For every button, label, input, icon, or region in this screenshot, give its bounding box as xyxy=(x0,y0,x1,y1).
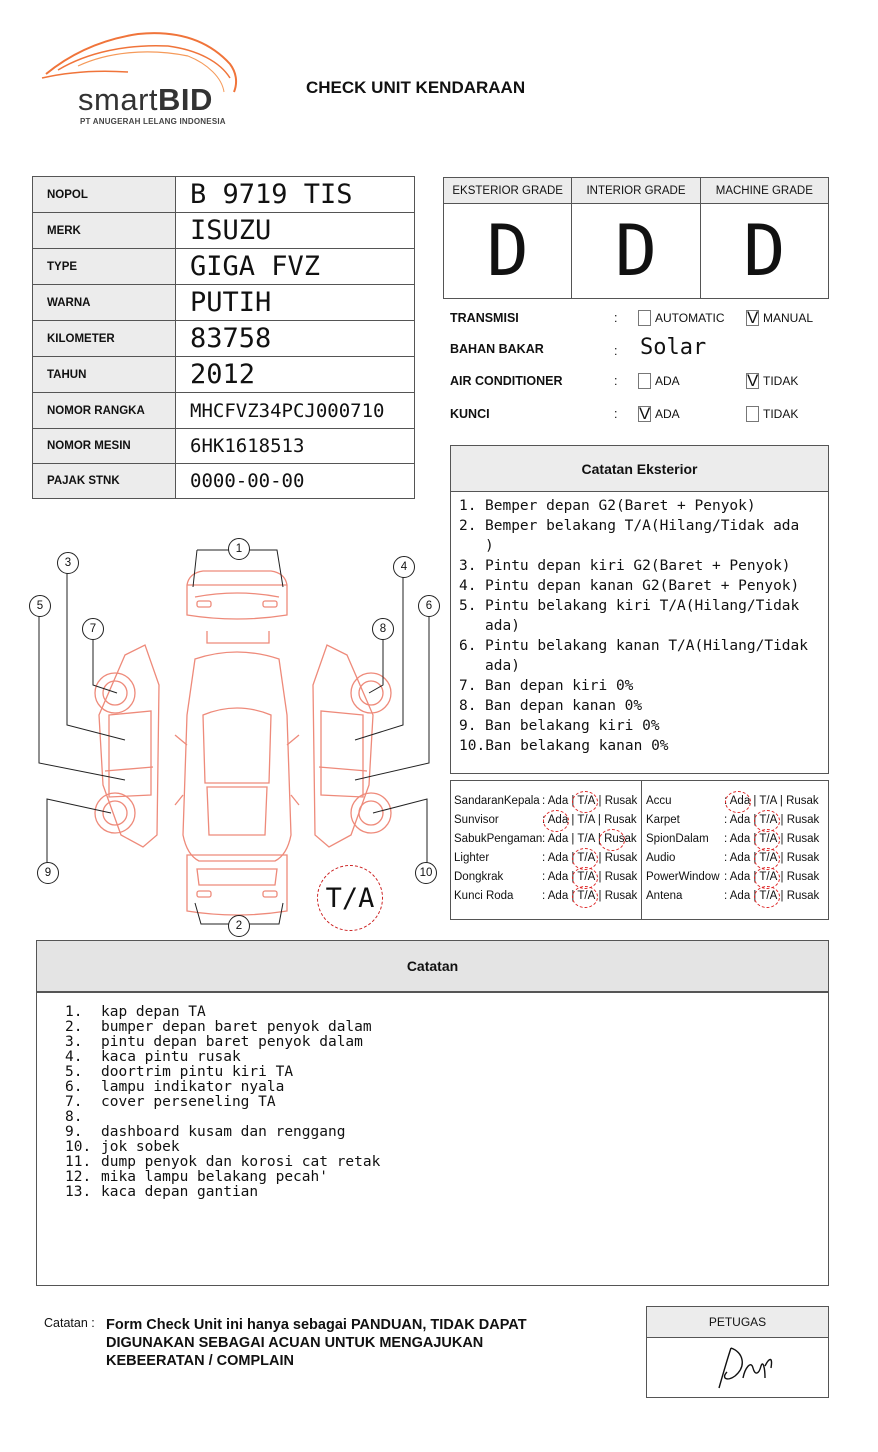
field-value: GIGA FVZ xyxy=(176,249,415,285)
accessory-name: Audio xyxy=(646,852,676,864)
accessory-name: Kunci Roda xyxy=(454,890,514,902)
list-item xyxy=(65,1110,828,1125)
grade-label: INTERIOR GRADE xyxy=(572,178,699,204)
item-text: Pintu belakang kiri T/A(Hilang/Tidak ada) xyxy=(485,598,800,634)
list-item xyxy=(451,696,828,716)
field-label: WARNA xyxy=(33,285,176,321)
callout-1: 1 xyxy=(228,538,250,560)
list-item xyxy=(65,1155,828,1170)
callout-7: 7 xyxy=(82,618,104,640)
grade-label: MACHINE GRADE xyxy=(701,178,828,204)
list-item xyxy=(451,556,828,576)
separator: | xyxy=(594,814,605,826)
item-text: Ban depan kiri 0% xyxy=(485,678,634,694)
exterior-notes-title: Catatan Eksterior xyxy=(451,446,828,492)
accessory-row xyxy=(646,850,831,869)
item-number: 12. xyxy=(65,1169,92,1185)
list-item xyxy=(65,1170,828,1185)
item-number: 1. xyxy=(65,1004,83,1020)
list-item xyxy=(451,596,828,636)
exterior-notes-panel xyxy=(450,445,829,774)
item-number: 2. xyxy=(459,518,477,534)
accessory-option-ada[interactable]: Ada xyxy=(547,814,569,826)
item-text: Ban belakang kanan 0% xyxy=(485,738,669,754)
field-label: NOPOL xyxy=(33,177,176,213)
separator: | xyxy=(776,795,787,807)
checkbox-checked[interactable] xyxy=(638,406,651,422)
colon: : xyxy=(724,871,730,883)
item-number: 6. xyxy=(65,1079,83,1095)
accessory-options xyxy=(724,795,819,807)
separator: | xyxy=(595,795,605,807)
accessory-row xyxy=(454,793,639,812)
option-label: TIDAK xyxy=(763,374,799,388)
list-item xyxy=(451,576,828,596)
item-text: Pintu depan kiri G2(Baret + Penyok) xyxy=(485,558,791,574)
accessory-name: Sunvisor xyxy=(454,814,499,826)
accessory-option-ada[interactable]: Ada xyxy=(547,833,569,845)
item-text: dashboard kusam dan renggang xyxy=(101,1124,346,1140)
table-row xyxy=(33,393,415,429)
disclaimer-text: Form Check Unit ini hanya sebagai PANDUAN, TIDAK DAPAT DIGUNAKAN SEBAGAI ACUAN UNTUK MENGAJUKAN KEBEERATAN / COMPLAIN xyxy=(106,1317,527,1369)
colon: : xyxy=(724,890,730,902)
kunci-row xyxy=(450,404,830,424)
accessory-row xyxy=(454,850,639,869)
accessory-option-ta[interactable]: T/A xyxy=(577,871,596,883)
divider xyxy=(641,781,642,919)
notes-title: Catatan xyxy=(37,941,828,993)
accessory-option-ada[interactable]: Ada xyxy=(729,833,751,845)
field-value: PUTIH xyxy=(176,285,415,321)
spec-label: KUNCI xyxy=(450,407,490,421)
exterior-grade xyxy=(444,178,572,298)
accessory-option-ada[interactable]: Ada xyxy=(729,814,751,826)
item-number: 5. xyxy=(65,1064,83,1080)
separator: | xyxy=(568,795,578,807)
item-number: 8. xyxy=(65,1109,83,1125)
grade-value: D xyxy=(486,210,529,292)
accessory-option-rusak[interactable]: Rusak xyxy=(604,795,638,807)
accessory-option-rusak[interactable]: Rusak xyxy=(604,833,637,845)
accessory-option-rusak[interactable]: Rusak xyxy=(604,814,637,826)
list-item xyxy=(451,736,828,756)
kunci-ada-option[interactable] xyxy=(638,406,680,422)
checkbox[interactable] xyxy=(638,310,651,326)
list-item xyxy=(451,636,828,676)
accessory-options xyxy=(724,852,819,864)
list-item xyxy=(451,496,828,516)
interior-grade xyxy=(572,178,700,298)
separator: | xyxy=(777,814,787,826)
table-row xyxy=(33,249,415,285)
colon: : xyxy=(724,852,730,864)
colon: : xyxy=(724,795,730,807)
item-number: 10. xyxy=(459,738,486,754)
callout-6: 6 xyxy=(418,595,440,617)
checkbox[interactable] xyxy=(638,373,651,389)
officer-signature-box xyxy=(646,1306,829,1398)
accessory-options xyxy=(542,871,637,883)
vehicle-info-table xyxy=(32,176,415,499)
item-text: lampu indikator nyala xyxy=(101,1079,285,1095)
accessory-option-ta[interactable]: T/A xyxy=(577,795,596,807)
item-number: 7. xyxy=(65,1094,83,1110)
field-value: B 9719 TIS xyxy=(176,177,415,213)
colon: : xyxy=(614,374,618,388)
item-text: kaca pintu rusak xyxy=(101,1049,241,1065)
accessory-options xyxy=(542,852,637,864)
grade-value: D xyxy=(743,210,786,292)
item-text: jok sobek xyxy=(101,1139,180,1155)
accessory-row xyxy=(454,831,639,850)
field-label: KILOMETER xyxy=(33,321,176,357)
separator: | xyxy=(595,890,605,902)
separator: | xyxy=(594,833,605,845)
field-label: MERK xyxy=(33,213,176,249)
option-label: AUTOMATIC xyxy=(655,311,725,325)
accessory-option-ta[interactable]: T/A xyxy=(759,795,777,807)
option-label: TIDAK xyxy=(763,407,799,421)
item-text: pintu depan baret penyok dalam xyxy=(101,1034,363,1050)
field-value: 2012 xyxy=(176,357,415,393)
item-text: Bemper belakang T/A(Hilang/Tidak ada ) xyxy=(485,518,800,554)
colon: : xyxy=(542,795,548,807)
separator: | xyxy=(777,833,787,845)
list-item xyxy=(65,1080,828,1095)
colon: : xyxy=(542,890,548,902)
car-damage-diagram xyxy=(25,535,445,940)
item-number: 11. xyxy=(65,1154,92,1170)
accessory-option-ada[interactable]: Ada xyxy=(547,871,569,883)
field-value: 0000-00-00 xyxy=(176,464,415,499)
field-label: TAHUN xyxy=(33,357,176,393)
accessory-option-ada[interactable]: Ada xyxy=(547,890,569,902)
field-label: NOMOR MESIN xyxy=(33,429,176,464)
accessory-name: SandaranKepala xyxy=(454,795,540,807)
accessory-option-ta[interactable]: T/A xyxy=(759,871,778,883)
item-number: 3. xyxy=(65,1034,83,1050)
check-mark-icon: V xyxy=(747,308,759,327)
accessory-option-ta[interactable]: T/A xyxy=(577,890,596,902)
list-item xyxy=(65,1140,828,1155)
ac-row xyxy=(450,371,830,391)
list-item xyxy=(65,1125,828,1140)
colon: : xyxy=(542,871,548,883)
machine-grade xyxy=(701,178,828,298)
checkbox-checked[interactable] xyxy=(746,373,759,389)
callout-4: 4 xyxy=(393,556,415,578)
item-text: Pintu depan kanan G2(Baret + Penyok) xyxy=(485,578,800,594)
ac-tidak-option[interactable] xyxy=(746,373,798,389)
item-text: Pintu belakang kanan T/A(Hilang/Tidak ada) xyxy=(485,638,809,674)
item-number: 7. xyxy=(459,678,477,694)
ac-ada-option[interactable] xyxy=(638,373,680,389)
item-text: dump penyok dan korosi cat retak xyxy=(101,1154,381,1170)
logo-brand-light: smart xyxy=(78,82,158,117)
colon: : xyxy=(724,814,730,826)
item-number: 13. xyxy=(65,1184,92,1200)
accessory-row xyxy=(646,869,831,888)
item-number: 8. xyxy=(459,698,477,714)
list-item xyxy=(65,1020,828,1035)
separator: | xyxy=(750,890,760,902)
accessory-option-ada[interactable]: Ada xyxy=(547,795,569,807)
smartbid-logo xyxy=(38,26,248,136)
field-value: MHCFVZ34PCJ000710 xyxy=(176,393,415,429)
bahan-bakar-row xyxy=(450,335,830,360)
table-row xyxy=(33,321,415,357)
accessory-option-ta[interactable]: T/A xyxy=(759,852,778,864)
item-text: doortrim pintu kiri TA xyxy=(101,1064,294,1080)
item-text: kaca depan gantian xyxy=(101,1184,259,1200)
separator: | xyxy=(777,890,787,902)
list-item xyxy=(451,716,828,736)
accessory-option-ta[interactable]: T/A xyxy=(577,814,595,826)
page-title: CHECK UNIT KENDARAAN xyxy=(306,78,526,97)
item-number: 4. xyxy=(65,1049,83,1065)
spec-label: AIR CONDITIONER xyxy=(450,374,563,388)
check-mark-icon: V xyxy=(639,404,651,423)
option-label: ADA xyxy=(655,374,680,388)
item-number: 4. xyxy=(459,578,477,594)
logo-brand-bold: BID xyxy=(158,82,213,117)
separator: | xyxy=(568,852,578,864)
accessory-row xyxy=(454,888,639,907)
accessory-option-ada[interactable]: Ada xyxy=(729,795,751,807)
accessory-options xyxy=(724,814,819,826)
officer-label: PETUGAS xyxy=(647,1307,828,1338)
accessory-row xyxy=(646,793,831,812)
accessory-name: Dongkrak xyxy=(454,871,504,883)
accessory-option-rusak[interactable]: Rusak xyxy=(786,814,820,826)
item-number: 5. xyxy=(459,598,477,614)
accessory-options xyxy=(542,890,637,902)
separator: | xyxy=(750,852,760,864)
callout-8: 8 xyxy=(372,618,394,640)
field-label: NOMOR RANGKA xyxy=(33,393,176,429)
separator: | xyxy=(595,852,605,864)
colon: : xyxy=(542,814,548,826)
accessory-row xyxy=(454,869,639,888)
grade-label: EKSTERIOR GRADE xyxy=(444,178,571,204)
item-text: bumper depan baret penyok dalam xyxy=(101,1019,372,1035)
list-item xyxy=(65,1035,828,1050)
accessory-option-rusak[interactable]: Rusak xyxy=(786,890,820,902)
accessory-name: SpionDalam xyxy=(646,833,709,845)
item-text: Ban belakang kiri 0% xyxy=(485,718,660,734)
accessory-option-ada[interactable]: Ada xyxy=(547,852,569,864)
colon: : xyxy=(542,833,548,845)
separator: | xyxy=(750,833,760,845)
accessory-name: Karpet xyxy=(646,814,680,826)
separator: | xyxy=(568,814,578,826)
accessory-option-rusak[interactable]: Rusak xyxy=(604,852,638,864)
accessory-row xyxy=(646,831,831,850)
logo-company: PT ANUGERAH LELANG INDONESIA xyxy=(80,117,226,126)
list-item xyxy=(65,1050,828,1065)
accessory-name: SabukPengaman xyxy=(454,833,543,845)
list-item xyxy=(65,1185,828,1200)
option-label: MANUAL xyxy=(763,311,814,325)
grade-panel xyxy=(443,177,829,299)
item-text: kap depan TA xyxy=(101,1004,206,1020)
colon: : xyxy=(724,833,730,845)
accessory-option-ada[interactable]: Ada xyxy=(729,890,751,902)
item-number: 2. xyxy=(65,1019,83,1035)
separator: | xyxy=(568,833,578,845)
table-row xyxy=(33,464,415,499)
accessory-name: Lighter xyxy=(454,852,490,864)
table-row xyxy=(33,177,415,213)
list-item xyxy=(451,516,828,556)
list-item xyxy=(65,1065,828,1080)
callout-9: 9 xyxy=(37,862,59,884)
accessories-panel xyxy=(450,780,829,920)
item-text: mika lampu belakang pecah' xyxy=(101,1169,328,1185)
table-row xyxy=(33,357,415,393)
item-text: Ban depan kanan 0% xyxy=(485,698,643,714)
callout-3: 3 xyxy=(57,552,79,574)
check-mark-icon: V xyxy=(747,371,759,390)
accessory-option-rusak[interactable]: Rusak xyxy=(786,871,820,883)
separator: | xyxy=(750,814,760,826)
colon: : xyxy=(614,311,618,325)
item-number: 1. xyxy=(459,498,477,514)
callout-2: 2 xyxy=(228,915,250,937)
field-value: 6HK1618513 xyxy=(176,429,415,464)
transmisi-row xyxy=(450,308,830,328)
colon: : xyxy=(614,344,618,358)
accessory-row xyxy=(646,812,831,831)
accessory-option-rusak[interactable]: Rusak xyxy=(786,833,820,845)
list-item xyxy=(451,676,828,696)
accessory-name: Antena xyxy=(646,890,683,902)
table-row xyxy=(33,285,415,321)
field-value: ISUZU xyxy=(176,213,415,249)
accessory-option-rusak[interactable]: Rusak xyxy=(786,852,820,864)
callout-10: 10 xyxy=(415,862,437,884)
callout-5: 5 xyxy=(29,595,51,617)
checkbox-checked[interactable] xyxy=(746,310,759,326)
accessory-name: Accu xyxy=(646,795,672,807)
item-text: Bemper depan G2(Baret + Penyok) xyxy=(485,498,756,514)
table-row xyxy=(33,429,415,464)
item-number: 9. xyxy=(459,718,477,734)
accessory-option-ta[interactable]: T/A xyxy=(759,890,778,902)
car-outline-drawing xyxy=(25,535,445,940)
footer-label: Catatan : xyxy=(44,1316,95,1330)
colon: : xyxy=(614,407,618,421)
accessory-option-rusak[interactable]: Rusak xyxy=(786,795,819,807)
accessory-option-ta[interactable]: T/A xyxy=(577,833,595,845)
option-label: ADA xyxy=(655,407,680,421)
kunci-tidak-option[interactable] xyxy=(746,406,798,422)
item-number: 9. xyxy=(65,1124,83,1140)
item-number: 6. xyxy=(459,638,477,654)
separator: | xyxy=(777,871,787,883)
accessory-options xyxy=(542,833,637,845)
separator: | xyxy=(750,871,760,883)
manual-option[interactable] xyxy=(746,310,813,326)
separator: | xyxy=(595,871,605,883)
list-item xyxy=(65,1095,828,1110)
list-item xyxy=(65,1005,828,1020)
accessory-options xyxy=(724,871,819,883)
separator: | xyxy=(777,852,787,864)
table-row xyxy=(33,213,415,249)
notes-panel xyxy=(36,940,829,1286)
accessory-name: PowerWindow xyxy=(646,871,720,883)
accessory-option-ta[interactable]: T/A xyxy=(759,833,778,845)
accessory-options xyxy=(724,833,819,845)
accessory-option-ta[interactable]: T/A xyxy=(577,852,596,864)
field-label: TYPE xyxy=(33,249,176,285)
accessory-option-rusak[interactable]: Rusak xyxy=(604,871,638,883)
grade-value: D xyxy=(614,210,658,292)
field-value: 83758 xyxy=(176,321,415,357)
separator: | xyxy=(750,795,760,807)
accessory-option-ta[interactable]: T/A xyxy=(759,814,778,826)
colon: : xyxy=(542,852,548,864)
checkbox[interactable] xyxy=(746,406,759,422)
accessory-option-ada[interactable]: Ada xyxy=(729,871,751,883)
spec-label: TRANSMISI xyxy=(450,311,519,325)
automatic-option[interactable] xyxy=(638,310,725,326)
separator: | xyxy=(568,890,578,902)
accessory-option-ada[interactable]: Ada xyxy=(729,852,751,864)
accessory-options xyxy=(724,890,819,902)
field-label: PAJAK STNK xyxy=(33,464,176,499)
separator: | xyxy=(568,871,578,883)
item-number: 10. xyxy=(65,1139,92,1155)
signature xyxy=(647,1338,828,1396)
accessory-options xyxy=(542,814,637,826)
item-number: 3. xyxy=(459,558,477,574)
item-text: cover perseneling TA xyxy=(101,1094,276,1110)
spec-label: BAHAN BAKAR xyxy=(450,342,544,356)
accessory-options xyxy=(542,795,637,807)
accessory-row xyxy=(646,888,831,907)
fuel-value: Solar xyxy=(640,335,707,360)
accessory-option-rusak[interactable]: Rusak xyxy=(604,890,638,902)
status-stamp: T/A xyxy=(317,865,383,931)
